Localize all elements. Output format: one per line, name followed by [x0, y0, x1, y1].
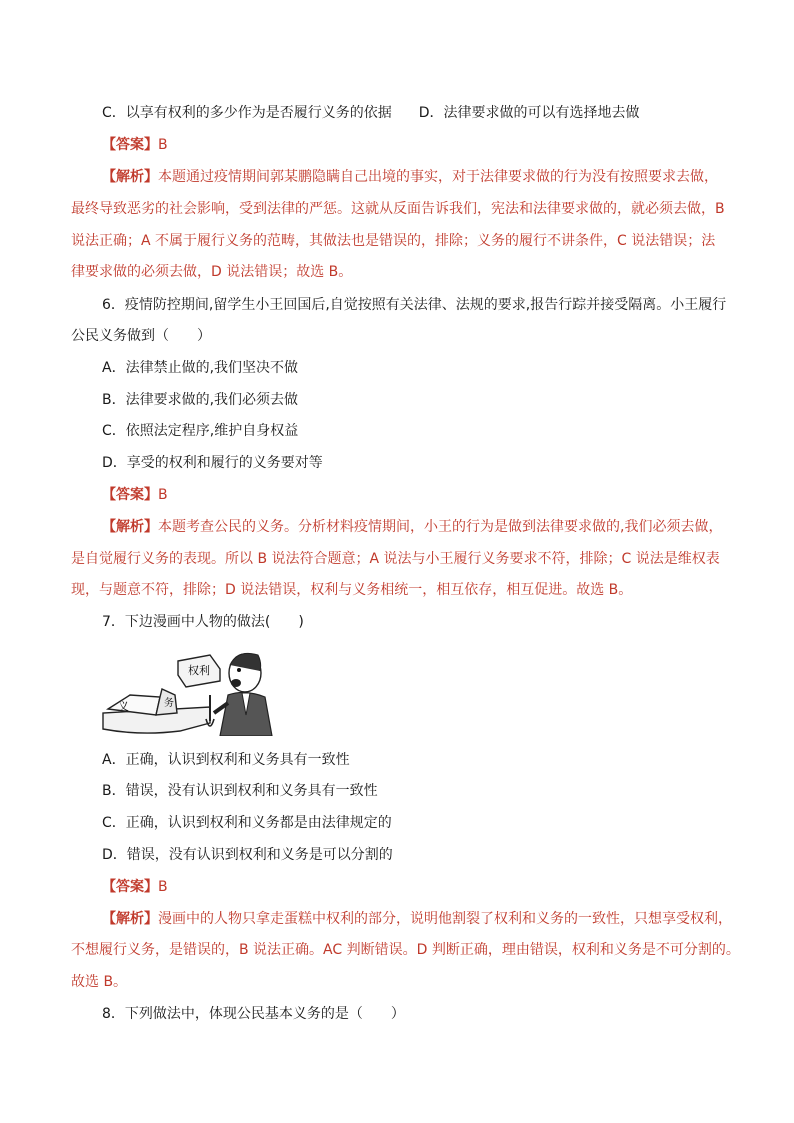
q6-analysis-line-3: 现，与题意不符，排除；D 说法错误，权利与义务相统一，相互依存，相互促进。故选 B。 — [71, 582, 633, 598]
q7-analysis-line-3: 故选 B。 — [71, 974, 128, 990]
answer-value: B — [158, 137, 168, 153]
q6-option-d: D．享受的权利和履行的义务要对等 — [102, 455, 323, 471]
answer-tag: 【答案】 — [102, 879, 158, 895]
q6-option-c: C．依照法定程序,维护自身权益 — [102, 423, 299, 439]
piece-label-quanli: 权利 — [188, 664, 210, 677]
q5-option-c: C．以享有权利的多少作为是否履行义务的依据 — [102, 105, 392, 121]
q7-option-c: C．正确，认识到权利和义务都是由法律规定的 — [102, 815, 392, 831]
q7-answer — [102, 877, 168, 897]
analysis-tag: 【解析】 — [102, 169, 158, 185]
q7-option-d: D．错误，没有认识到权利和义务是可以分割的 — [102, 847, 393, 863]
q8-stem: 8．下列做法中，体现公民基本义务的是（ ） — [102, 1006, 405, 1022]
man-eye — [237, 668, 241, 672]
q5-option-d: D．法律要求做的可以有选择地去做 — [418, 105, 640, 121]
q7-analysis-line-2: 不想履行义务，是错误的，B 说法正确。AC 判断错误。D 判断正确，理由错误，权利和义务是不可分割的。 — [71, 942, 740, 958]
analysis-text: 本题通过疫情期间郭某鹏隐瞒自己出境的事实，对于法律要求做的行为没有按照要求去做， — [158, 169, 718, 185]
q6-stem-line-2: 公民义务做到（ ） — [71, 328, 211, 344]
q6-analysis-line-1 — [102, 517, 722, 537]
q6-option-b: B．法律要求做的,我们必须去做 — [102, 392, 299, 408]
q5-analysis-line-2: 最终导致恶劣的社会影响，受到法律的严惩。这就从反面告诉我们，宪法和法律要求做的，就必须去做，B — [71, 201, 725, 217]
q5-options-cd — [102, 103, 639, 123]
q5-analysis-line-3: 说法正确；A 不属于履行义务的范畴，其做法也是错误的，排除；义务的履行不讲条件，C 说法错误；法 — [71, 233, 716, 249]
cake-label-wu: 务 — [164, 698, 174, 709]
q5-analysis-line-1 — [102, 167, 718, 187]
q5-analysis-line-4: 律要求做的必须去做，D 说法错误；故选 B。 — [71, 264, 353, 280]
q6-answer — [102, 485, 168, 505]
cake-label-yi: 义 — [118, 700, 129, 713]
answer-value: B — [158, 487, 168, 503]
answer-tag: 【答案】 — [102, 487, 158, 503]
cartoon-illustration — [100, 643, 275, 736]
analysis-text: 漫画中的人物只拿走蛋糕中权利的部分，说明他割裂了权利和义务的一致性，只想享受权利， — [158, 911, 732, 927]
q7-stem: 7．下边漫画中人物的做法( ) — [102, 614, 304, 630]
analysis-text: 本题考查公民的义务。分析材料疫情期间，小王的行为是做到法律要求做的,我们必须去做， — [158, 519, 723, 535]
q6-analysis-line-2: 是自觉履行义务的表现。所以 B 说法符合题意；A 说法与小王履行义务要求不符，排除；C 说法是维权表 — [71, 551, 720, 567]
q6-stem-line-1: 6．疫情防控期间,留学生小王回国后,自觉按照有关法律、法规的要求,报告行踪并接受隔离。小王履行 — [102, 297, 727, 313]
analysis-tag: 【解析】 — [102, 911, 158, 927]
analysis-tag: 【解析】 — [102, 519, 158, 535]
q6-option-a: A．法律禁止做的,我们坚决不做 — [102, 360, 299, 376]
answer-value: B — [158, 879, 168, 895]
man-mouth — [231, 679, 241, 687]
q7-option-a: A．正确，认识到权利和义务具有一致性 — [102, 752, 350, 768]
q7-option-b: B．错误，没有认识到权利和义务具有一致性 — [102, 783, 378, 799]
q5-answer — [102, 135, 168, 155]
q7-analysis-line-1 — [102, 909, 732, 929]
answer-tag: 【答案】 — [102, 137, 158, 153]
